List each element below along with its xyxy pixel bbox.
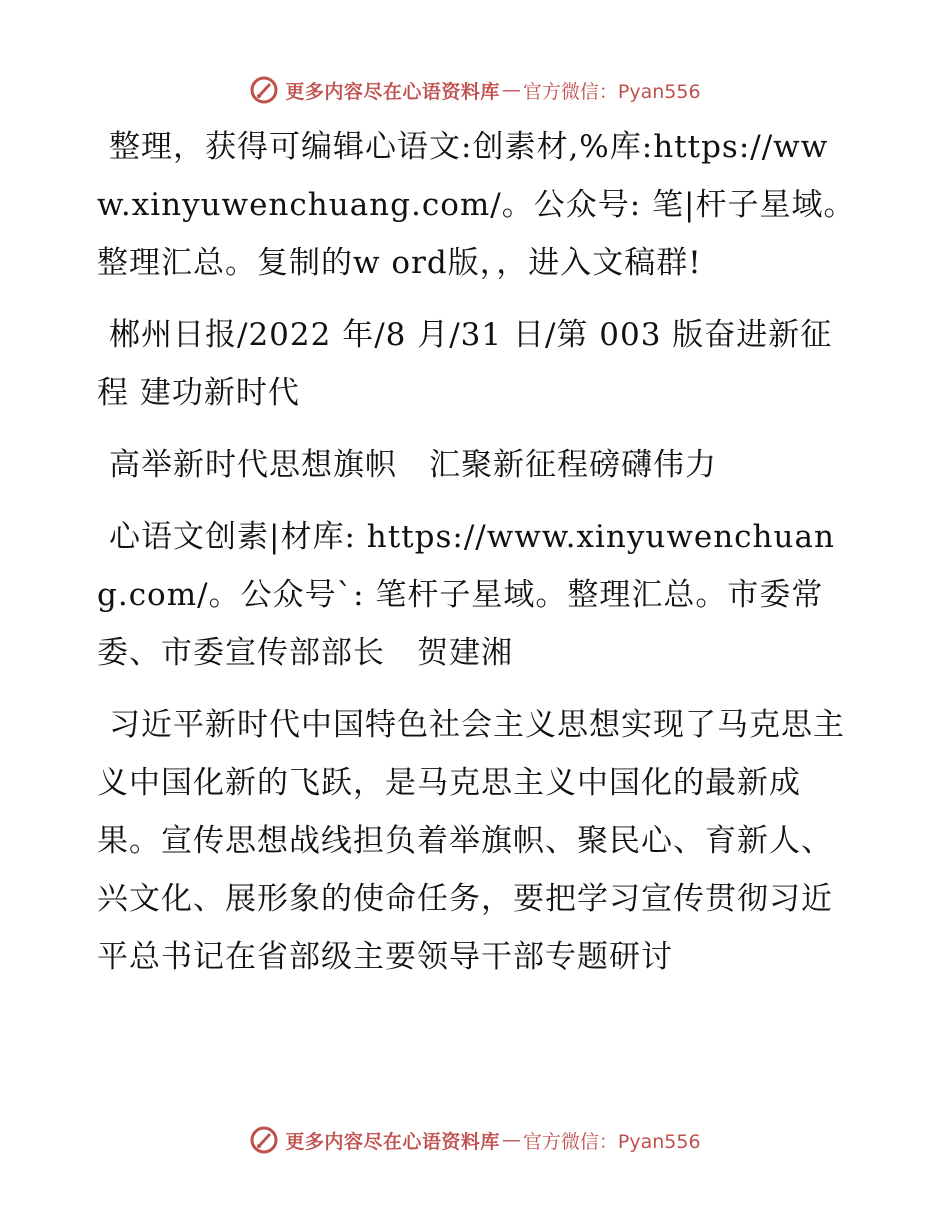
banner-wechat: 官方微信：Pyan556 (522, 1130, 701, 1153)
banner-separator: — (501, 79, 521, 101)
logo-icon (249, 1125, 279, 1155)
source-line: 郴州日报/2022 年/8 月/31 日/第 003 版奋进新征程 建功新时代 (97, 317, 833, 411)
header-banner (0, 70, 950, 110)
footer-banner (0, 1120, 950, 1160)
banner-title: 更多内容尽在心语资料库 (285, 80, 500, 103)
author-paragraph: 心语文创素|材库: https://www.xinyuwenchuang.com/。公众号`: 笔杆子星域。整理汇总。市委常委、市委宣传部部长 贺建湘 (97, 519, 835, 671)
document-body (97, 118, 857, 1000)
intro-paragraph: 整理，获得可编辑心语文:创素材,%库:https://www.xinyuwenchuang.com/。公众号: 笔|杆子星域。整理汇总。复制的w ord版，，进入文稿群! (97, 129, 856, 281)
article-title: 高举新时代思想旗帜 汇聚新征程磅礴伟力 (109, 447, 717, 483)
banner-wechat: 官方微信：Pyan556 (522, 80, 701, 103)
banner-title: 更多内容尽在心语资料库 (285, 1130, 500, 1153)
banner-separator: — (501, 1129, 521, 1151)
logo-icon (249, 75, 279, 105)
body-paragraph: 习近平新时代中国特色社会主义思想实现了马克思主义中国化新的飞跃，是马克思主义中国化的最新成果。宣传思想战线担负着举旗帜、聚民心、育新人、兴文化、展形象的使命任务，要把学习宣传贯彻习近平总书记在省部级主要领导干部专题研讨 (97, 707, 845, 975)
